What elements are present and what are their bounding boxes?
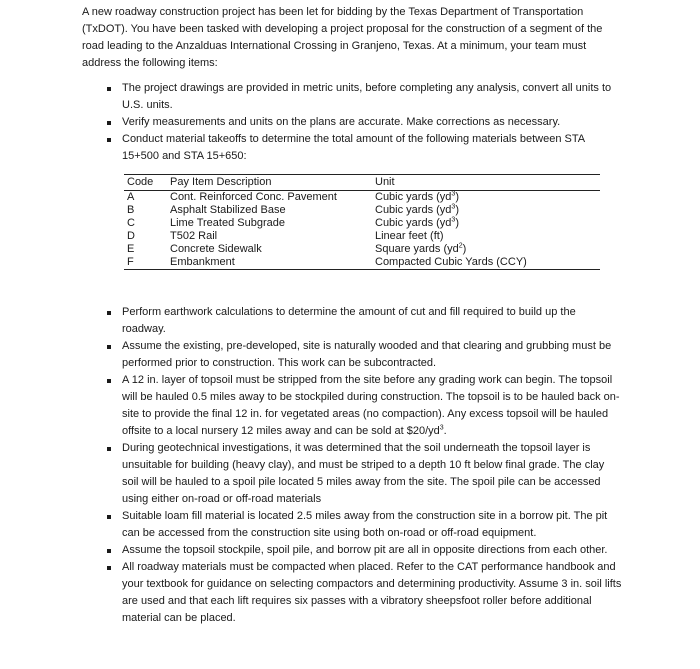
table-row	[124, 217, 600, 230]
cell-unit: Compacted Cubic Yards (CCY)	[372, 256, 600, 270]
cell-unit: Square yards $(yd^2)$	[375, 242, 467, 255]
table-row	[124, 230, 600, 243]
cell-description: Lime Treated Subgrade	[170, 217, 285, 229]
table-row	[124, 243, 600, 256]
cell-unit: Cubic yards $(yd^3)$	[375, 216, 459, 229]
cell-description: Asphalt Stabilized Base	[170, 204, 286, 216]
list-item: Verify measurements and units on the plans are accurate. Make corrections as necessary.	[122, 114, 622, 131]
intro-paragraph: A new roadway construction project has been let for bidding by the Texas Department of Transportation (TxDOT). You have been tasked with developing a project proposal for the construction of a segment of the road leading to the Anzalduas International Crossing in Granjeno, Texas. At a minimum, your team must address the following items:	[82, 6, 603, 69]
table-row	[124, 204, 600, 217]
list-item: All roadway materials must be compacted when placed. Refer to the CAT performance handbook and your textbook for guidance on selecting compactors and determining productivity. Assume 3 in. soil lifts are used and that each lift requires six passes with a vibratory sheepsfoot roller before additional material can be placed.	[122, 559, 622, 627]
list-item: Conduct material takeoffs to determine the total amount of the following materials between STA 15+500 and STA 15+650:	[122, 131, 622, 165]
header-description: Pay Item Description	[167, 175, 372, 191]
cell-unit: Cubic yards $(yd^3)$	[375, 203, 459, 216]
cell-code: D	[127, 230, 135, 242]
cell-unit: Cubic yards $(yd^3)$	[375, 190, 459, 203]
pay-items-table	[124, 174, 600, 270]
header-unit: Unit	[372, 175, 600, 191]
cell-code: C	[127, 217, 135, 229]
table-header-row	[124, 175, 600, 191]
list-item: Suitable loam fill material is located 2.5 miles away from the construction site in a borrow pit. The pit can be accessed from the construction site using both on-road or off-road equipment.	[122, 508, 622, 542]
cell-code: A	[127, 191, 135, 203]
cell-description: Embankment	[167, 256, 372, 270]
cell-code: E	[127, 243, 135, 255]
cell-code: B	[127, 204, 135, 216]
list-item: Assume the existing, pre-developed, site is naturally wooded and that clearing and grubbing must be performed prior to construction. This work can be subcontracted.	[122, 338, 622, 372]
cell-description: Cont. Reinforced Conc. Pavement	[170, 191, 337, 203]
list-item: Assume the topsoil stockpile, spoil pile, and borrow pit are all in opposite directions from each other.	[122, 542, 622, 559]
table-row	[124, 191, 600, 205]
list-item: A 12 in. layer of topsoil must be stripped from the site before any grading work can begin. The topsoil will be hauled 0.5 miles away to be stockpiled during construction. The topsoil is to be hauled back on-site to provide the final 12 in. for vegetated areas (no compaction). Any excess topsoil will be hauled offsite to a local nursery 12 miles away and can be sold at $\$20/yd^3$.	[122, 372, 622, 440]
list-item: Perform earthwork calculations to determine the amount of cut and fill required to build up the roadway.	[122, 304, 622, 338]
cell-description: Concrete Sidewalk	[170, 243, 262, 255]
requirements-list-2	[122, 304, 622, 627]
list-item: During geotechnical investigations, it was determined that the soil underneath the topsoil layer is unsuitable for building (heavy clay), and must be striped to a depth 10 ft below final grade. The clay soil will be hauled to a spoil pile located 5 miles away from the site. The spoil pile can be accessed using either on-road or off-road materials	[122, 440, 622, 508]
cell-description: T502 Rail	[170, 230, 218, 242]
cell-unit: Linear feet (ft)	[375, 230, 444, 242]
list-item: The project drawings are provided in metric units, before completing any analysis, convert all units to U.S. units.	[122, 80, 622, 114]
header-code: Code	[124, 175, 167, 191]
table-row	[124, 256, 600, 270]
requirements-list-1	[122, 80, 622, 165]
cell-code: F	[124, 256, 167, 270]
